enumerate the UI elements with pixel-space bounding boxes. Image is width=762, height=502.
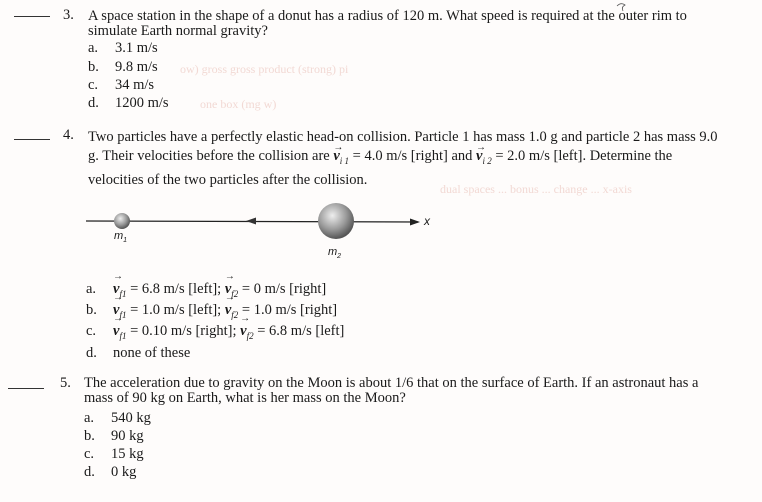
option-text: 9.8 m/s bbox=[115, 59, 158, 75]
option-q4-b[interactable] bbox=[86, 302, 337, 320]
option-letter: a. bbox=[84, 410, 95, 426]
option-letter: d. bbox=[88, 95, 99, 111]
question-line: simulate Earth normal gravity? bbox=[88, 23, 268, 39]
question-number: 4. bbox=[63, 127, 74, 143]
option-letter: d. bbox=[86, 345, 97, 361]
option-text bbox=[113, 302, 337, 320]
question-text-fragment: = 2.0 m/s [left]. Determine the bbox=[495, 148, 673, 164]
option-letter: b. bbox=[86, 302, 97, 318]
velocity-vector: → v bbox=[113, 281, 119, 297]
collision-diagram-graphic bbox=[80, 200, 440, 265]
option-text: 15 kg bbox=[111, 446, 144, 462]
option-letter: b. bbox=[88, 59, 99, 75]
option-letter: c. bbox=[86, 323, 97, 339]
subscript: f1 bbox=[119, 330, 127, 341]
option-letter: a. bbox=[86, 281, 97, 297]
subscript: f2 bbox=[246, 330, 254, 341]
option-q5-a[interactable] bbox=[84, 410, 151, 427]
option-text bbox=[113, 323, 344, 341]
option-q3-a[interactable] bbox=[88, 40, 158, 57]
particle-m1 bbox=[114, 213, 130, 229]
bleed-through-text: dual spaces ... bonus ... change ... x-axis bbox=[440, 182, 632, 196]
question-number: 3. bbox=[63, 7, 74, 23]
subscript: 2 bbox=[337, 253, 342, 261]
option-q4-c[interactable] bbox=[86, 323, 344, 341]
option-q3-d[interactable] bbox=[88, 95, 169, 112]
question-line: The acceleration due to gravity on the Moon is about 1/6 that on the surface of Earth. If an astronaut has a bbox=[84, 375, 699, 391]
option-value: = 6.8 m/s [left] bbox=[257, 323, 345, 339]
pencil-mark bbox=[615, 0, 627, 12]
option-letter: c. bbox=[84, 446, 95, 462]
option-letter: c. bbox=[88, 77, 99, 93]
option-letter: a. bbox=[88, 40, 99, 56]
label-text: m bbox=[114, 230, 124, 242]
option-text: none of these bbox=[113, 345, 191, 361]
velocity-vector: → v bbox=[225, 281, 231, 297]
collision-diagram bbox=[80, 200, 440, 265]
option-text: 540 kg bbox=[111, 410, 151, 426]
m1-label bbox=[114, 230, 127, 244]
subscript: f2 bbox=[231, 309, 239, 320]
option-letter: b. bbox=[84, 428, 95, 444]
m2-label bbox=[328, 246, 341, 260]
subscript: 1 bbox=[123, 237, 128, 245]
bleed-through-text: ow) gross gross product (strong) pi bbox=[180, 62, 349, 76]
bleed-through-text: one box (mg w) bbox=[200, 97, 277, 111]
velocity-vector: → v bbox=[225, 302, 231, 318]
option-q3-b[interactable] bbox=[88, 59, 158, 76]
label-text: m bbox=[328, 246, 338, 258]
option-value: = 1.0 m/s [right] bbox=[241, 302, 338, 318]
velocity-vector: → v bbox=[240, 323, 246, 339]
particle-m2 bbox=[318, 203, 354, 239]
option-letter: d. bbox=[84, 464, 95, 480]
question-line bbox=[88, 147, 758, 171]
answer-blank-q4[interactable] bbox=[14, 139, 50, 140]
velocity-vector-i2: → v bbox=[476, 148, 482, 164]
subscript: i 2 bbox=[482, 155, 492, 166]
velocity-vector-i1: → v bbox=[333, 148, 339, 164]
option-q5-b[interactable] bbox=[84, 428, 144, 445]
question-text-fragment: = 4.0 m/s [right] and bbox=[352, 148, 473, 164]
question-line: A space station in the shape of a donut has a radius of 120 m. What speed is required at the outer rim to bbox=[88, 8, 687, 24]
answer-blank-q3[interactable] bbox=[14, 16, 50, 17]
option-value: = 1.0 m/s [left]; bbox=[130, 302, 222, 318]
subscript: f1 bbox=[119, 288, 127, 299]
subscript: f2 bbox=[231, 288, 239, 299]
question-line: mass of 90 kg on Earth, what is her mass on the Moon? bbox=[84, 390, 406, 406]
velocity-vector: → v bbox=[113, 302, 119, 318]
question-text-q5 bbox=[84, 376, 759, 406]
question-text-q4 bbox=[88, 128, 758, 190]
question-text-q3 bbox=[88, 8, 758, 39]
option-q3-c[interactable] bbox=[88, 77, 154, 94]
question-text-fragment: g. Their velocities before the collision are bbox=[88, 148, 330, 164]
option-q5-d[interactable] bbox=[84, 464, 136, 481]
option-q5-c[interactable] bbox=[84, 446, 144, 463]
option-text: 1200 m/s bbox=[115, 95, 169, 111]
question-line: Two particles have a perfectly elastic head-on collision. Particle 1 has mass 1.0 g and particle 2 has mass 9.0 bbox=[88, 129, 718, 145]
subscript: f1 bbox=[119, 309, 127, 320]
option-text: 90 kg bbox=[111, 428, 144, 444]
subscript: i 1 bbox=[339, 155, 350, 166]
option-value: = 0.10 m/s [right]; bbox=[130, 323, 237, 339]
question-number: 5. bbox=[60, 375, 71, 391]
x-axis-label: x bbox=[424, 214, 430, 228]
option-text bbox=[113, 281, 326, 299]
option-q4-d[interactable] bbox=[86, 345, 190, 362]
option-value: = 6.8 m/s [left]; bbox=[130, 281, 222, 297]
velocity-vector: → v bbox=[113, 323, 119, 339]
answer-blank-q5[interactable] bbox=[8, 388, 44, 389]
option-text: 34 m/s bbox=[115, 77, 155, 93]
option-text: 0 kg bbox=[111, 464, 137, 480]
option-value: = 0 m/s [right] bbox=[241, 281, 327, 297]
question-line: velocities of the two particles after the collision. bbox=[88, 171, 368, 188]
option-text: 3.1 m/s bbox=[115, 40, 158, 56]
